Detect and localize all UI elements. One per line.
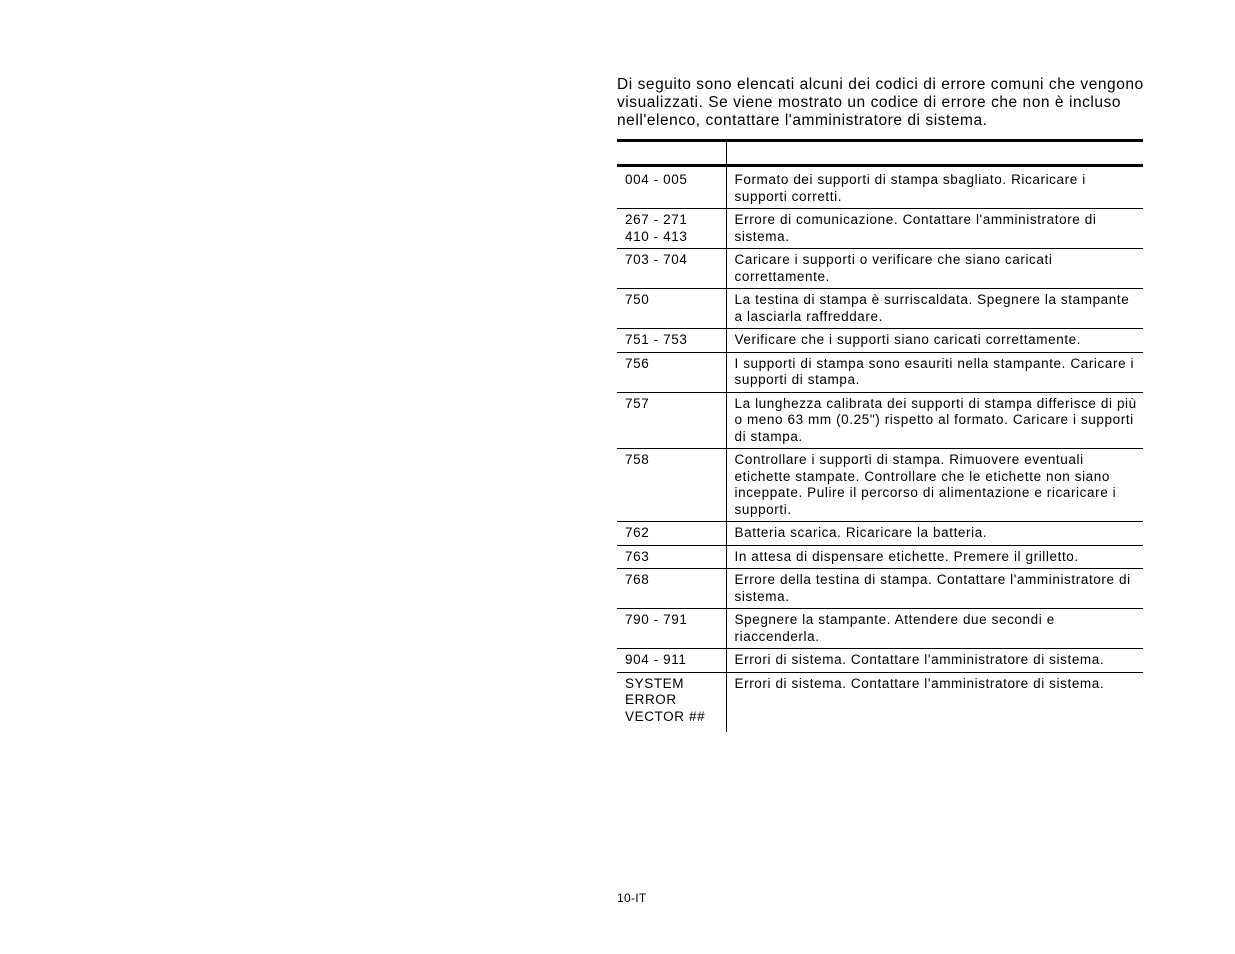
table-row <box>617 352 1143 392</box>
error-code: 790 - 791 <box>625 612 688 627</box>
header-description <box>726 141 1143 166</box>
table-row <box>617 329 1143 353</box>
error-code-cell <box>617 329 726 353</box>
error-description: Errori di sistema. Contattare l'amministratore di sistema. <box>734 675 1105 691</box>
error-code: 756 <box>625 355 650 371</box>
table-row <box>617 289 1143 329</box>
table-row <box>617 209 1143 249</box>
error-description: Errori di sistema. Contattare l'amministratore di sistema. <box>726 649 1143 673</box>
error-code: 768 <box>625 572 650 587</box>
error-code: 904 - 911 <box>625 652 687 667</box>
error-code: 757 <box>625 395 650 411</box>
table-row <box>617 545 1143 569</box>
error-description: Batteria scarica. Ricaricare la batteria. <box>726 522 1143 546</box>
error-code-cell <box>617 649 726 673</box>
error-code: SYSTEM <box>625 675 685 691</box>
error-code-cell <box>617 545 726 569</box>
error-code-table <box>617 139 1143 732</box>
error-code-cell <box>617 289 726 329</box>
intro-paragraph: Di seguito sono elencati alcuni dei codici di errore comuni che vengono visualizzati. Se viene mostrato un codice di errore che non è incluso nell'elenco, contattare l'amministratore di sistema. <box>617 76 1144 129</box>
error-code-cell <box>617 166 726 209</box>
error-code-cell <box>617 522 726 546</box>
error-code: ERROR <box>625 692 677 707</box>
error-code: 763 <box>625 548 650 564</box>
header-code <box>617 141 726 166</box>
error-code: 762 <box>625 525 650 540</box>
error-code-cell <box>617 249 726 289</box>
table-row <box>617 166 1143 209</box>
error-description: In attesa di dispensare etichette. Premere il grilletto. <box>726 545 1143 569</box>
table-row <box>617 392 1143 449</box>
table-header-row <box>617 141 1143 166</box>
error-description: La lunghezza calibrata dei supporti di stampa differisce di più o meno 63 mm (0.25") rispetto al formato. Caricare i supporti di stampa. <box>726 392 1143 449</box>
error-description: Controllare i supporti di stampa. Rimuovere eventuali etichette stampate. Controllare che le etichette non siano inceppate. Pulire il percorso di alimentazione e ricaricare i supporti. <box>726 449 1143 522</box>
table-row <box>617 609 1143 649</box>
error-description: Errore della testina di stampa. Contattare l'amministratore di sistema. <box>726 569 1143 609</box>
error-code: 751 - 753 <box>625 332 688 347</box>
error-code-cell <box>617 609 726 649</box>
error-code: 758 <box>625 452 650 467</box>
error-code-cell <box>617 209 726 249</box>
error-description: Errore di comunicazione. Contattare l'amministratore di sistema. <box>726 209 1143 249</box>
error-code: 410 - 413 <box>625 228 688 244</box>
error-description: Caricare i supporti o verificare che siano caricati correttamente. <box>726 249 1143 289</box>
error-code-cell <box>617 449 726 522</box>
table-row <box>617 672 1143 732</box>
error-code: VECTOR ## <box>625 708 706 724</box>
error-description: Spegnere la stampante. Attendere due secondi e riaccenderla. <box>726 609 1143 649</box>
error-code: 703 - 704 <box>625 252 688 267</box>
error-code-cell <box>617 352 726 392</box>
error-code: 267 - 271 <box>625 212 688 227</box>
error-description: I supporti di stampa sono esauriti nella stampante. Caricare i supporti di stampa. <box>726 352 1143 392</box>
error-code: 004 - 005 <box>625 172 688 187</box>
error-description: Verificare che i supporti siano caricati correttamente. <box>726 329 1143 353</box>
table-row <box>617 449 1143 522</box>
error-description: La testina di stampa è surriscaldata. Spegnere la stampante a lasciarla raffreddare. <box>726 289 1143 329</box>
error-code-cell <box>617 392 726 449</box>
table-row <box>617 522 1143 546</box>
error-code-cell <box>617 569 726 609</box>
error-code-cell <box>617 672 726 732</box>
table-row <box>617 569 1143 609</box>
page-number: 10-IT <box>617 891 647 905</box>
table-row <box>617 249 1143 289</box>
table-row <box>617 649 1143 673</box>
error-description: Formato dei supporti di stampa sbagliato. Ricaricare i supporti corretti. <box>726 166 1143 209</box>
error-code: 750 <box>625 292 650 307</box>
